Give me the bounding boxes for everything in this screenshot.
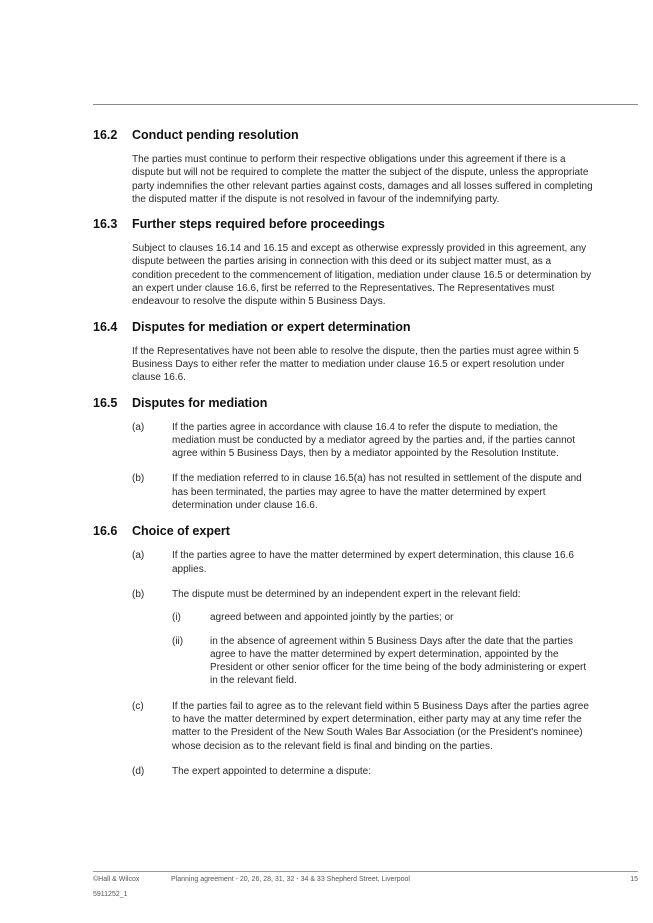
document-reference: 5911252_1 bbox=[93, 891, 128, 898]
clause-label: (b) bbox=[132, 588, 145, 600]
subclause-label: (i) bbox=[172, 612, 181, 624]
clause-label: (a) bbox=[132, 421, 145, 433]
clause-label: (d) bbox=[132, 765, 145, 777]
clause-item bbox=[132, 588, 593, 688]
subclause-text: agreed between and appointed jointly by the parties; or bbox=[210, 612, 454, 624]
clause-label: (c) bbox=[132, 700, 144, 712]
clause-label: (a) bbox=[132, 550, 145, 562]
subclause-label: (ii) bbox=[172, 635, 184, 647]
clause-text: If the parties agree in accordance with clause 16.4 to refer the dispute to mediation, the mediation must be conducted by a mediator agreed by the parties and, if the parties cannot agree within 5 Business Days, then by a mediator appointed by the Resolution Institute. bbox=[172, 421, 576, 460]
clause-text: The dispute must be determined by an independent expert in the relevant field: bbox=[172, 588, 521, 600]
footer-rule bbox=[93, 871, 638, 872]
footer-firm: ©Hall & Wilcox bbox=[93, 876, 140, 883]
subclause-item bbox=[172, 611, 593, 624]
clause-item bbox=[132, 700, 593, 753]
section-16-3 bbox=[93, 217, 593, 308]
section-16-6 bbox=[93, 524, 593, 778]
section-title: Disputes for mediation bbox=[132, 395, 268, 410]
section-paragraph: Subject to clauses 16.14 and 16.15 and except as otherwise expressly provided in this agreement, any dispute between the parties arising in connection with this deed or its subject matter must, as a condition precedent to the commencement of litigation, mediation under clause 16.5 or determination by an expert under clause 16.6, first be referred to the Representatives. The Representatives must endeavour to resolve the dispute within 5 Business Days. bbox=[132, 243, 592, 308]
section-number: 16.6 bbox=[93, 524, 118, 539]
page-footer bbox=[93, 876, 638, 883]
clause-label: (b) bbox=[132, 473, 145, 485]
subclause-text: in the absence of agreement within 5 Business Days after the date that the parties agree to have the matter determined by expert determination, appointed by the President or other senior officer for the time being of the body administering or expert in the relevant field. bbox=[210, 635, 587, 687]
section-heading bbox=[93, 524, 593, 539]
clause-item bbox=[132, 549, 593, 576]
section-16-2 bbox=[93, 128, 593, 206]
section-heading bbox=[93, 396, 593, 411]
section-16-5 bbox=[93, 396, 593, 513]
page-number: 15 bbox=[630, 876, 638, 883]
section-title: Further steps required before proceedings bbox=[132, 217, 385, 232]
clause-body bbox=[172, 588, 593, 688]
clause-item bbox=[132, 472, 593, 512]
section-heading bbox=[93, 128, 593, 143]
subclause-item bbox=[172, 635, 593, 688]
section-paragraph: If the Representatives have not been able to resolve the dispute, then the parties must agree within 5 Business Days to either refer the matter to mediation under clause 16.5 or expert resolution under clause 16.6. bbox=[132, 345, 579, 384]
header-rule bbox=[93, 104, 638, 105]
footer-doc-title: Planning agreement - 20, 26, 28, 31, 32 - 34 & 33 Shepherd Street, Liverpool bbox=[171, 876, 410, 883]
section-number: 16.3 bbox=[93, 217, 118, 232]
section-number: 16.2 bbox=[93, 128, 118, 142]
section-heading bbox=[93, 320, 593, 335]
section-16-4 bbox=[93, 320, 593, 385]
section-number: 16.4 bbox=[93, 319, 118, 334]
section-number: 16.5 bbox=[93, 395, 118, 410]
section-title: Conduct pending resolution bbox=[132, 128, 299, 142]
clause-item bbox=[132, 421, 593, 461]
section-title: Choice of expert bbox=[132, 524, 230, 539]
clause-text: If the parties fail to agree as to the relevant field within 5 Business Days after the parties agree to have the matter determined by expert determination, either party may at any time refer the matter to the President of the New South Wales Bar Association (or the President's nominee) whose decision as to the relevant field is final and binding on the parties. bbox=[172, 700, 589, 752]
section-title: Disputes for mediation or expert determination bbox=[132, 319, 411, 334]
clause-text: If the parties agree to have the matter determined by expert determination, this clause 16.6 applies. bbox=[172, 550, 574, 575]
document-body bbox=[93, 128, 593, 790]
section-paragraph: The parties must continue to perform their respective obligations under this agreement if there is a dispute but will not be required to complete the matter the subject of the dispute, unless the appropriate party indemnifies the other relevant parties against costs, damages and all losses suffered in completing the disputed matter if the dispute is not resolved in favour of the indemnifying party. bbox=[132, 154, 593, 205]
section-heading bbox=[93, 217, 593, 232]
clause-text: The expert appointed to determine a dispute: bbox=[172, 765, 372, 777]
clause-text: If the mediation referred to in clause 16.5(a) has not resulted in settlement of the dispute and has been terminated, the parties may agree to have the matter determined by expert determination under clause 16.6. bbox=[172, 473, 582, 512]
clause-item bbox=[132, 765, 593, 778]
